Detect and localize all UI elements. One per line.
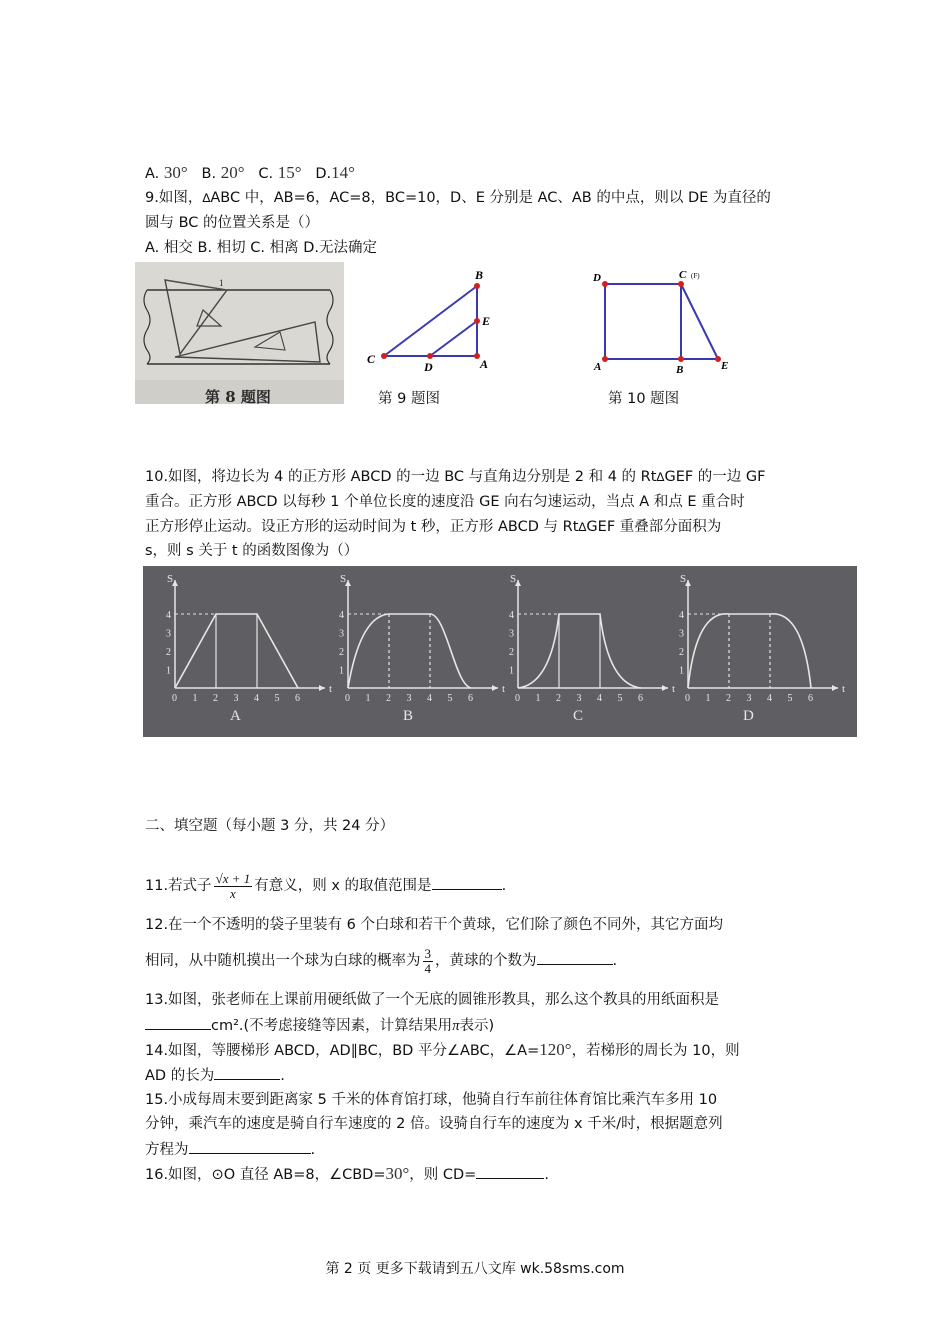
y-tick-label: 4	[509, 610, 514, 621]
q12-numerator: 3	[424, 945, 431, 961]
q8-option-a-label: A.	[145, 166, 160, 182]
x-tick-label: 1	[365, 693, 371, 704]
q10-line-4: s，则 s 关于 t 的函数图像为（）	[145, 543, 359, 559]
y-tick-label: 2	[679, 647, 684, 658]
y-tick-label: 1	[166, 665, 171, 677]
x-tick-label: 2	[556, 693, 561, 704]
q10-line-3-b: GEF 重叠部分面积为	[586, 519, 722, 535]
q15-line-3-a: 方程为	[145, 1142, 189, 1158]
q16-post: ，则 CD=	[409, 1167, 477, 1183]
graph-option-D	[679, 573, 845, 724]
q12-denominator: 4	[424, 960, 431, 976]
fig10-label-d: D	[593, 272, 601, 284]
x-tick-label: 5	[617, 693, 623, 704]
q15-end: .	[310, 1142, 316, 1158]
x-tick-label: 5	[447, 693, 453, 704]
q11-post: 有意义，则 x 的取值范围是	[254, 878, 432, 894]
q11-denominator: x	[230, 885, 236, 901]
triangle-symbol: ∆	[202, 191, 211, 205]
graph-curve	[348, 614, 471, 688]
y-tick-label: 2	[339, 647, 344, 658]
x-tick-label: 0	[685, 693, 690, 704]
q16-pre: 16.如图，⊙O 直径 AB=8，∠CBD=	[145, 1167, 386, 1183]
q13-answer-blank[interactable]	[145, 1015, 211, 1030]
x-tick-label: 4	[254, 693, 259, 704]
q13-line-2	[145, 1015, 494, 1036]
q14-line-1	[145, 1040, 740, 1061]
fig10-label-f: (F)	[691, 272, 700, 280]
q12-line-1: 12.在一个不透明的袋子里装有 6 个白球和若干个黄球，它们除了颜色不同外，其它方面均	[145, 917, 723, 933]
graph-option-label: D	[743, 708, 754, 724]
q14-pre: 14.如图，等腰梯形 ABCD，AD∥BC，BD 平分∠ABC，∠A=	[145, 1043, 540, 1059]
q11-fraction	[214, 872, 253, 901]
x-tick-label: 0	[515, 693, 520, 704]
q10-line-2: 重合。正方形 ABCD 以每秒 1 个单位长度的速度沿 GE 向右匀速运动，当点 A 和点 E 重合时	[145, 494, 745, 510]
q9-line-1-b: ABC 中，AB=6，AC=8，BC=10，D、E 分别是 AC、AB 的中点，则以 DE 为直径的	[210, 190, 771, 206]
q13-line-1: 13.如图，张老师在上课前用硬纸做了一个无底的圆锥形教具，那么这个教具的用纸面积是	[145, 992, 720, 1008]
fig9-label-d: D	[424, 360, 433, 374]
graph-curve	[688, 614, 811, 688]
y-tick-label: 2	[166, 647, 171, 658]
y-tick-label: 2	[509, 647, 514, 658]
q9-line-1-a: 9.如图，	[145, 190, 203, 206]
x-axis-arrow	[492, 685, 498, 691]
q8-option-d-label: D.	[315, 166, 332, 182]
y-tick-label: 4	[339, 610, 344, 621]
y-tick-label: 3	[509, 628, 514, 640]
graph-option-label: A	[230, 708, 241, 724]
q16-angle: 30°	[385, 1164, 410, 1183]
graph-option-B	[339, 573, 505, 724]
x-axis-label: t	[672, 683, 676, 695]
fig9-label-c: C	[367, 352, 376, 366]
graph-curve	[518, 614, 641, 688]
x-tick-label: 3	[746, 693, 752, 704]
graph-option-label: C	[573, 708, 584, 724]
y-tick-label: 3	[166, 628, 171, 640]
graph-option-C	[509, 573, 675, 724]
y-axis-label: S	[340, 573, 347, 585]
fig10-label-c: C	[679, 269, 687, 281]
q8-option-a-value: 30°	[163, 163, 188, 182]
fig9-label-e: E	[482, 314, 491, 328]
graph-option-label: B	[403, 708, 414, 724]
x-tick-label: 3	[406, 693, 412, 704]
x-tick-label: 4	[427, 693, 432, 704]
fig10-label-a: A	[594, 361, 602, 373]
q15-line-2: 分钟，乘汽车的速度是骑自行车速度的 2 倍。设骑自行车的速度为 x 千米/时，根据题意列	[145, 1116, 723, 1132]
x-tick-label: 4	[597, 693, 602, 704]
q8-option-b-label: B.	[201, 166, 217, 182]
q16-line	[145, 1164, 549, 1185]
q8-option-d-value: 14°	[331, 163, 355, 182]
q15-answer-blank[interactable]	[189, 1139, 311, 1154]
q11-line	[145, 868, 506, 904]
q14-answer-blank[interactable]	[214, 1065, 280, 1080]
x-tick-label: 6	[808, 693, 813, 704]
x-axis-label: t	[842, 683, 846, 695]
section-2-title: 二、填空题（每小题 3 分，共 24 分）	[145, 818, 395, 834]
x-tick-label: 1	[705, 693, 711, 704]
x-tick-label: 5	[787, 693, 793, 704]
q12-post: ，黄球的个数为	[435, 953, 537, 969]
y-tick-label: 1	[339, 665, 344, 677]
y-tick-label: 4	[679, 610, 684, 621]
q10-option-graphs-photo	[143, 566, 857, 737]
q8-options	[145, 163, 355, 184]
x-tick-label: 6	[638, 693, 643, 704]
figure-9-caption: 第 9 题图	[378, 391, 440, 407]
y-axis-label: S	[680, 573, 687, 585]
figure-8-drawing	[135, 262, 344, 404]
q12-fraction	[423, 947, 434, 976]
q14-post: ，若梯形的周长为 10，则	[571, 1043, 740, 1059]
graph-option-A	[166, 573, 332, 724]
q16-end: .	[544, 1167, 549, 1183]
q8-option-c-label: C.	[258, 166, 274, 182]
x-tick-label: 4	[767, 693, 772, 704]
q14-line-2-a: AD 的长为	[145, 1068, 215, 1084]
figure-9-diagram	[360, 265, 510, 380]
q16-answer-blank[interactable]	[476, 1164, 544, 1179]
x-tick-label: 1	[192, 693, 198, 704]
q14-angle: 120°	[539, 1040, 572, 1059]
q14-end: .	[280, 1068, 285, 1084]
q14-line-2	[145, 1065, 285, 1086]
x-tick-label: 2	[386, 693, 391, 704]
q13-line-2-end: 表示)	[459, 1018, 495, 1034]
y-tick-label: 1	[679, 665, 684, 677]
fig9-label-b: B	[475, 268, 484, 282]
fig10-label-e: E	[721, 360, 729, 372]
q11-pre: 11.若式子	[145, 878, 212, 894]
page-footer: 第 2 页 更多下载请到五八文库 wk.58sms.com	[325, 1261, 625, 1277]
graph-curve	[175, 614, 298, 688]
q10-graphs-drawing	[143, 566, 857, 737]
y-axis-label: S	[510, 573, 517, 585]
y-tick-label: 4	[166, 610, 171, 621]
q13-line-2-a: cm².(不考虑接缝等因素，计算结果用	[211, 1018, 453, 1034]
x-axis-arrow	[662, 685, 668, 691]
x-tick-label: 1	[535, 693, 541, 704]
x-axis-arrow	[832, 685, 838, 691]
x-axis-arrow	[319, 685, 325, 691]
q10-line-3	[145, 517, 721, 537]
q13-pi: π	[452, 1018, 460, 1034]
figure-10-diagram	[585, 265, 745, 380]
x-axis-label: t	[502, 683, 506, 695]
q11-numerator: √x + 1	[215, 870, 251, 886]
q12-answer-blank[interactable]	[537, 950, 613, 965]
y-tick-label: 3	[339, 628, 344, 640]
q12-line-2	[145, 943, 617, 979]
fig9-label-a: A	[480, 357, 489, 371]
figure-8-caption: 第 8 题图	[205, 388, 271, 404]
x-tick-label: 3	[233, 693, 239, 704]
q12-pre: 相同，从中随机摸出一个球为白球的概率为	[145, 953, 421, 969]
q10-line-1-b: GEF 的一边 GF	[664, 469, 766, 485]
x-tick-label: 6	[295, 693, 300, 704]
x-tick-label: 6	[468, 693, 473, 704]
fig10-label-b: B	[676, 364, 684, 376]
x-tick-label: 3	[576, 693, 582, 704]
q9-line-1	[145, 188, 771, 208]
y-axis-label: S	[167, 573, 174, 585]
q11-answer-blank[interactable]	[432, 875, 502, 890]
x-tick-label: 0	[345, 693, 350, 704]
triangle-symbol: ∆	[578, 520, 587, 534]
q15-line-1: 15.小成每周末要到距离家 5 千米的体育馆打球，他骑自行车前往体育馆比乘汽车多用 10	[145, 1092, 718, 1108]
q8-option-c-value: 15°	[277, 163, 302, 182]
q10-line-3-a: 正方形停止运动。设正方形的运动时间为 t 秒，正方形 ABCD 与 Rt	[145, 519, 579, 535]
q10-line-1	[145, 467, 766, 487]
x-tick-label: 5	[274, 693, 280, 704]
x-axis-label: t	[329, 683, 333, 695]
q12-end: .	[612, 953, 618, 969]
triangle-symbol: ∆	[656, 470, 665, 484]
q9-options: A. 相交 B. 相切 C. 相离 D.无法确定	[145, 240, 377, 256]
figure-8-photo	[135, 262, 344, 404]
figure-10-caption: 第 10 题图	[608, 391, 680, 407]
figure-8-mark: 1	[219, 278, 224, 288]
q9-line-2: 圆与 BC 的位置关系是（）	[145, 215, 320, 231]
y-tick-label: 3	[679, 628, 684, 640]
y-tick-label: 1	[509, 665, 514, 677]
x-tick-label: 0	[172, 693, 177, 704]
q10-line-1-a: 10.如图，将边长为 4 的正方形 ABCD 的一边 BC 与直角边分别是 2 和 4 的 Rt	[145, 469, 657, 485]
x-tick-label: 2	[213, 693, 218, 704]
q15-line-3	[145, 1139, 315, 1160]
q8-option-b-value: 20°	[220, 163, 245, 182]
q11-end: .	[501, 878, 507, 894]
x-tick-label: 2	[726, 693, 731, 704]
